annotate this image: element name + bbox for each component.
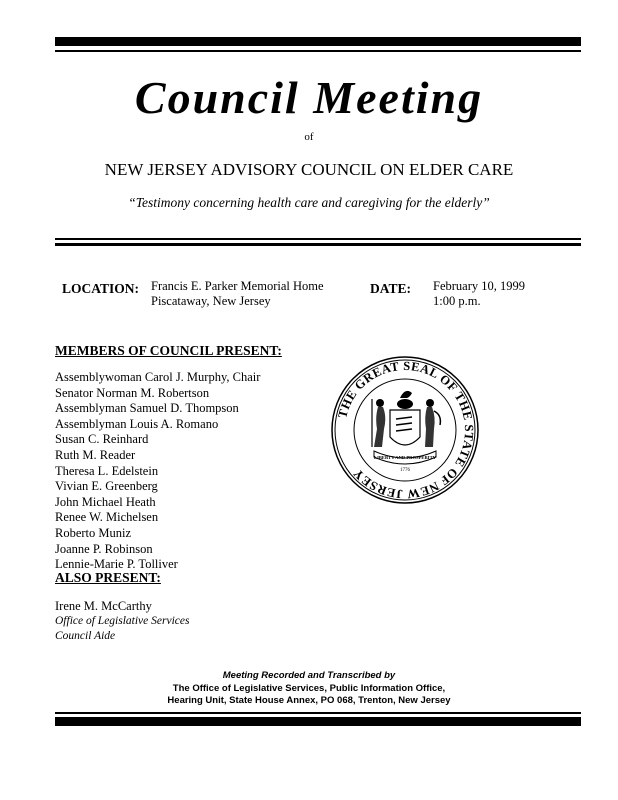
also-present-name: Irene M. McCarthy [55, 599, 152, 613]
bottom-rule-thin [55, 712, 581, 714]
list-item: John Michael Heath [55, 494, 156, 509]
mid-rule-thin [55, 238, 581, 240]
also-present-heading: ALSO PRESENT: [55, 570, 161, 585]
meeting-subtitle: “Testimony concerning health care and caregiving for the elderly” [128, 195, 490, 210]
of-text: of [304, 131, 314, 143]
page-title: Council Meeting [134, 72, 484, 123]
date-line1: February 10, 1999 [433, 279, 525, 293]
transcription-credit [0, 670, 618, 708]
also-present-block [55, 599, 189, 644]
mid-rule-thin-2 [55, 243, 581, 246]
list-item: Roberto Muniz [55, 525, 132, 540]
nj-state-seal-image [330, 355, 480, 505]
list-item: Assemblywoman Carol J. Murphy, Chair [55, 370, 261, 384]
list-item: Assemblyman Louis A. Romano [55, 416, 219, 431]
members-heading: MEMBERS OF COUNCIL PRESENT: [55, 343, 282, 358]
members-list [55, 370, 260, 573]
location-label: LOCATION: [62, 281, 140, 296]
seal-year: 1776 [400, 468, 410, 473]
list-item: Ruth M. Reader [55, 447, 136, 462]
also-present-office: Office of Legislative Services [55, 615, 190, 627]
list-item: Senator Norman M. Robertson [55, 385, 210, 400]
top-rule-thin [55, 50, 581, 52]
location-line2: Piscataway, New Jersey [151, 294, 271, 308]
list-item: Theresa L. Edelstein [55, 463, 159, 478]
list-item: Assemblyman Samuel D. Thompson [55, 401, 239, 416]
footer-line2: The Office of Legislative Services, Public Information Office, [172, 682, 446, 694]
seal-motto: LIBERTY AND PROSPERITY [374, 455, 436, 460]
footer-line3: Hearing Unit, State House Annex, PO 068, Trenton, New Jersey [167, 695, 451, 706]
list-item: Lennie-Marie P. Tolliver [55, 557, 178, 572]
council-name: NEW JERSEY ADVISORY COUNCIL ON ELDER CARE [104, 160, 514, 179]
also-present-role: Council Aide [55, 630, 116, 642]
date-line2: 1:00 p.m. [433, 294, 481, 308]
list-item: Vivian E. Greenberg [55, 479, 158, 494]
location-line1: Francis E. Parker Memorial Home [151, 279, 324, 293]
date-label: DATE: [370, 281, 412, 296]
list-item: Renee W. Michelsen [55, 510, 159, 525]
list-item: Joanne P. Robinson [55, 541, 153, 556]
list-item: Susan C. Reinhard [55, 432, 149, 447]
bottom-rule-thick [55, 717, 581, 726]
footer-line1: Meeting Recorded and Transcribed by [222, 670, 396, 681]
top-rule-thick [55, 37, 581, 46]
seal-ring-text: THE GREAT SEAL OF THE STATE OF NEW JERSEY [335, 358, 477, 502]
